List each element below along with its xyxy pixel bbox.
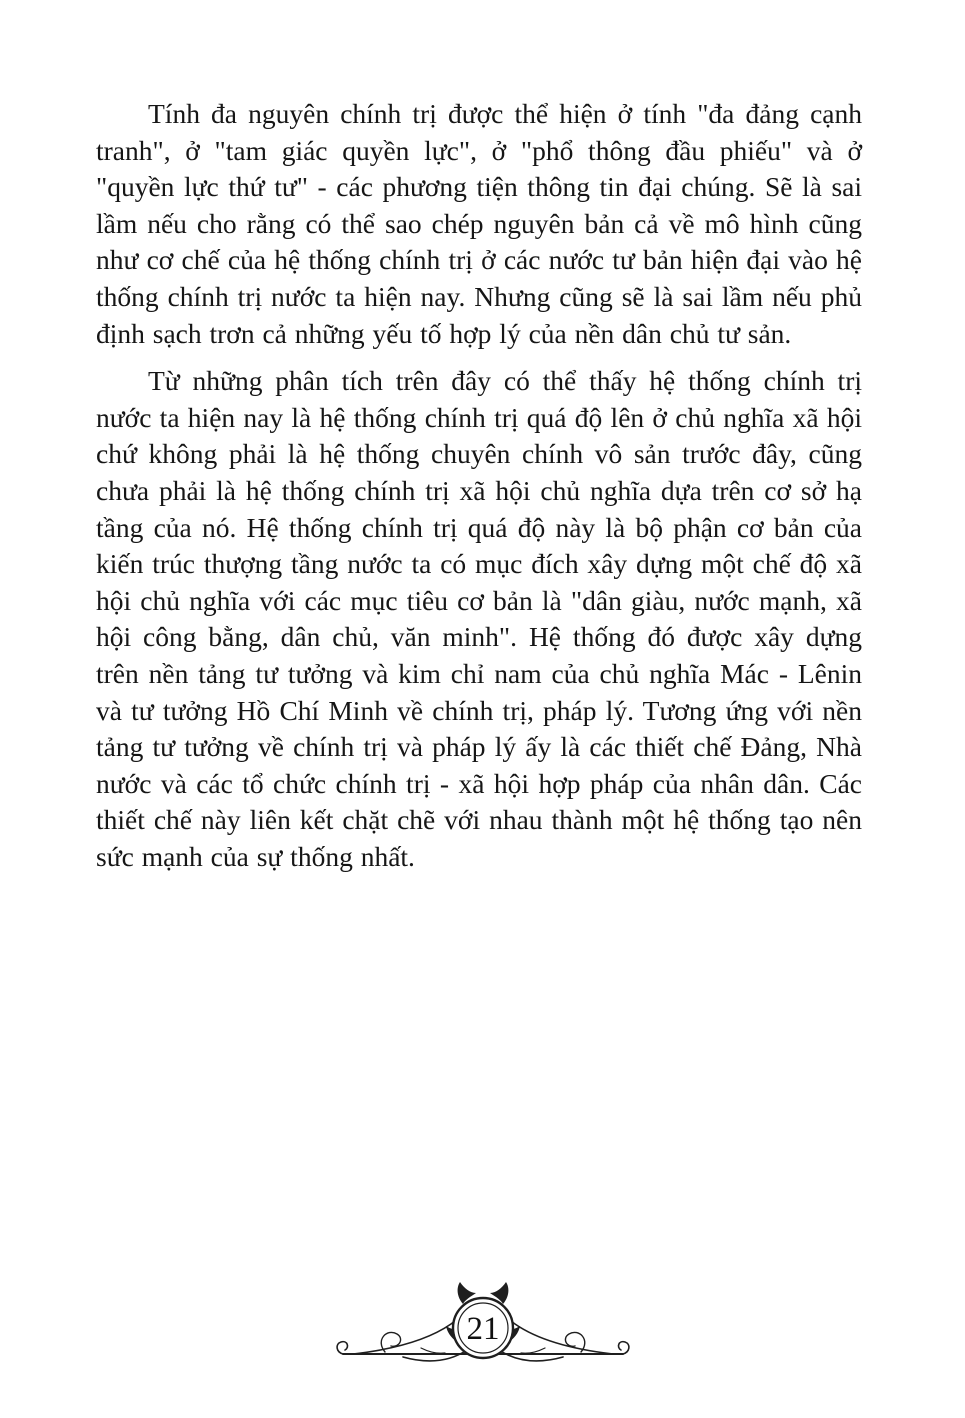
page-number: 21 [466,1311,499,1347]
paragraph: Tính đa nguyên chính trị được thể hiện ở tính "đa đảng cạnh tranh", ở "tam giác quyền lực", ở "phổ thông đầu phiếu" và ở "quyền lực thứ tư" - các phương tiện thông tin đại chúng. Sẽ là sai lầm nếu cho rằng có thể sao chép nguyên bản cả về mô hình cũng như cơ chế của hệ thống chính trị ở các nước tư bản hiện đại vào hệ thống chính trị nước ta hiện nay. Nhưng cũng sẽ là sai lầm nếu phủ định sạch trơn cả những yếu tố hợp lý của nền dân chủ tư sản. [96,98,862,349]
paragraph: Từ những phân tích trên đây có thể thấy hệ thống chính trị nước ta hiện nay là hệ thống chính trị quá độ lên ở chủ nghĩa xã hội chứ không phải là hệ thống chuyên chính vô sản trước đây, cũng chưa phải là hệ thống chính trị xã hội chủ nghĩa dựa trên cơ sở hạ tầng của nó. Hệ thống chính trị quá độ này là bộ phận cơ bản của kiến trúc thượng tầng nước ta có mục đích xây dựng một chế độ xã hội chủ nghĩa với các mục tiêu cơ bản là "dân giàu, nước mạnh, xã hội công bằng, dân chủ, văn minh". Hệ thống đó được xây dựng trên nền tảng tư tưởng và kim chỉ nam của chủ nghĩa Mác - Lênin và tư tưởng Hồ Chí Minh về chính trị, pháp lý. Tương ứng với nền tảng tư tưởng về chính trị và pháp lý ấy là các thiết chế Đảng, Nhà nước và các tổ chức chính trị - xã hội hợp pháp của nhân dân. Các thiết chế này liên kết chặt chẽ với nhau thành một hệ thống tạo nên sức mạnh của sự thống nhất. [96,365,862,872]
page-footer-ornament [333,1278,633,1388]
page-body-text [96,96,862,875]
